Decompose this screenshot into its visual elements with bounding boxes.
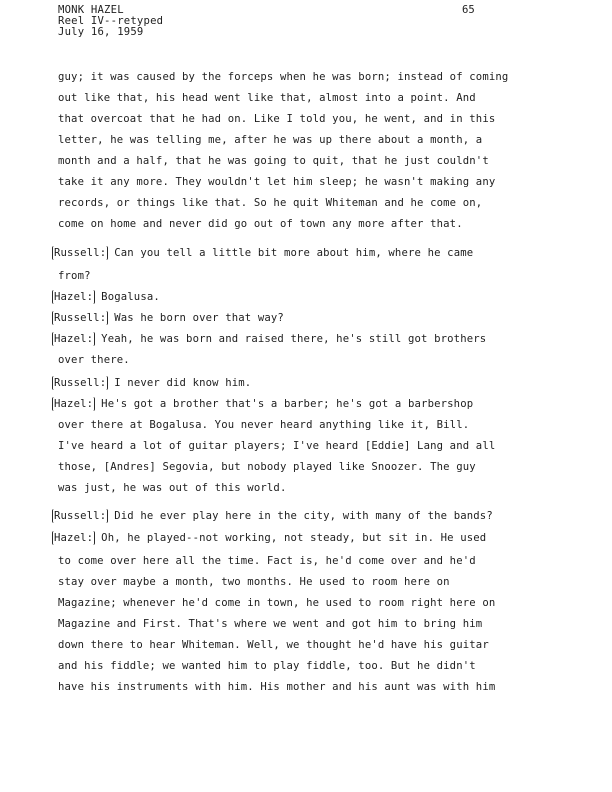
speaker-label: Russell: (54, 510, 107, 522)
speaker-label: Russell: (54, 247, 107, 259)
line-text: Did he ever play here in the city, with many of the bands? (114, 510, 493, 522)
speaker-label: Hazel: (54, 291, 94, 303)
transcript-line (58, 269, 91, 283)
transcript-line (58, 575, 450, 589)
transcript-line (54, 509, 493, 523)
line-text: Oh, he played--not working, not steady, but sit in. He used (101, 532, 487, 544)
line-text: Can you tell a little bit more about him, where he came (114, 247, 474, 259)
line-text: from? (58, 270, 91, 282)
transcript-line (58, 596, 495, 610)
line-text: records, or things like that. So he quit Whiteman and he come on, (58, 197, 483, 209)
line-text: Magazine and First. That's where we went and got him to bring him (58, 618, 483, 630)
transcript-line (58, 133, 482, 147)
transcript-line (54, 376, 252, 390)
header-interviewee: MONK HAZEL (58, 4, 124, 16)
transcript-line (54, 311, 284, 325)
transcript-line (58, 460, 476, 474)
transcript-line (58, 196, 482, 210)
transcript-line (58, 659, 476, 673)
line-text: guy; it was caused by the forceps when he was born; instead of coming (58, 71, 509, 83)
line-text: letter, he was telling me, after he was up there about a month, a (58, 134, 483, 146)
line-text: those, [Andres] Segovia, but nobody played like Snoozer. The guy (58, 461, 476, 473)
line-text: month and a half, that he was going to quit, that he just couldn't (58, 155, 489, 167)
line-text: I've heard a lot of guitar players; I've heard [Eddie] Lang and all (58, 440, 496, 452)
speaker-label: Hazel: (54, 532, 94, 544)
line-text: stay over maybe a month, two months. He used to room here on (58, 576, 450, 588)
transcript-line (58, 554, 476, 568)
line-text: was just, he was out of this world. (58, 482, 287, 494)
speaker-label: Russell: (54, 312, 107, 324)
speaker-label: Hazel: (54, 333, 94, 345)
transcript-line (58, 70, 508, 84)
transcript-line (54, 332, 487, 346)
line-text: out like that, his head went like that, almost into a point. And (58, 92, 476, 104)
line-text: over there at Bogalusa. You never heard anything like it, Bill. (58, 419, 470, 431)
document-header (58, 5, 163, 38)
line-text: come on home and never did go out of town any more after that. (58, 218, 463, 230)
transcript-line (54, 290, 160, 304)
transcript-line (54, 397, 474, 411)
line-text: down there to hear Whiteman. Well, we thought he'd have his guitar (58, 639, 489, 651)
line-text: and his fiddle; we wanted him to play fiddle, too. But he didn't (58, 660, 476, 672)
speaker-label: Russell: (54, 377, 107, 389)
line-text: Yeah, he was born and raised there, he's still got brothers (101, 333, 487, 345)
header-reel: Reel IV--retyped (58, 15, 164, 27)
transcript-line (58, 439, 495, 453)
line-text: over there. (58, 354, 130, 366)
header-date: July 16, 1959 (58, 26, 144, 38)
transcript-line (58, 353, 130, 367)
line-text: to come over here all the time. Fact is, he'd come over and he'd (58, 555, 476, 567)
line-text: Magazine; whenever he'd come in town, he used to room right here on (58, 597, 496, 609)
line-text: He's got a brother that's a barber; he's got a barbershop (101, 398, 474, 410)
line-text: that overcoat that he had on. Like I told you, he went, and in this (58, 113, 496, 125)
line-text: have his instruments with him. His mother and his aunt was with him (58, 681, 496, 693)
transcript-line (58, 680, 495, 694)
transcript-line (58, 481, 286, 495)
transcript-line (58, 217, 463, 231)
transcript-line (54, 531, 487, 545)
transcript-line (58, 154, 489, 168)
line-text: Bogalusa. (101, 291, 160, 303)
transcript-line (58, 112, 495, 126)
transcript-line (58, 418, 469, 432)
line-text: I never did know him. (114, 377, 252, 389)
transcript-line (58, 91, 476, 105)
transcript-line (58, 638, 489, 652)
page-number: 65 (462, 4, 475, 16)
transcript-line (58, 175, 495, 189)
line-text: Was he born over that way? (114, 312, 284, 324)
transcript-line (54, 246, 474, 260)
line-text: take it any more. They wouldn't let him sleep; he wasn't making any (58, 176, 496, 188)
transcript-line (58, 617, 482, 631)
speaker-label: Hazel: (54, 398, 94, 410)
